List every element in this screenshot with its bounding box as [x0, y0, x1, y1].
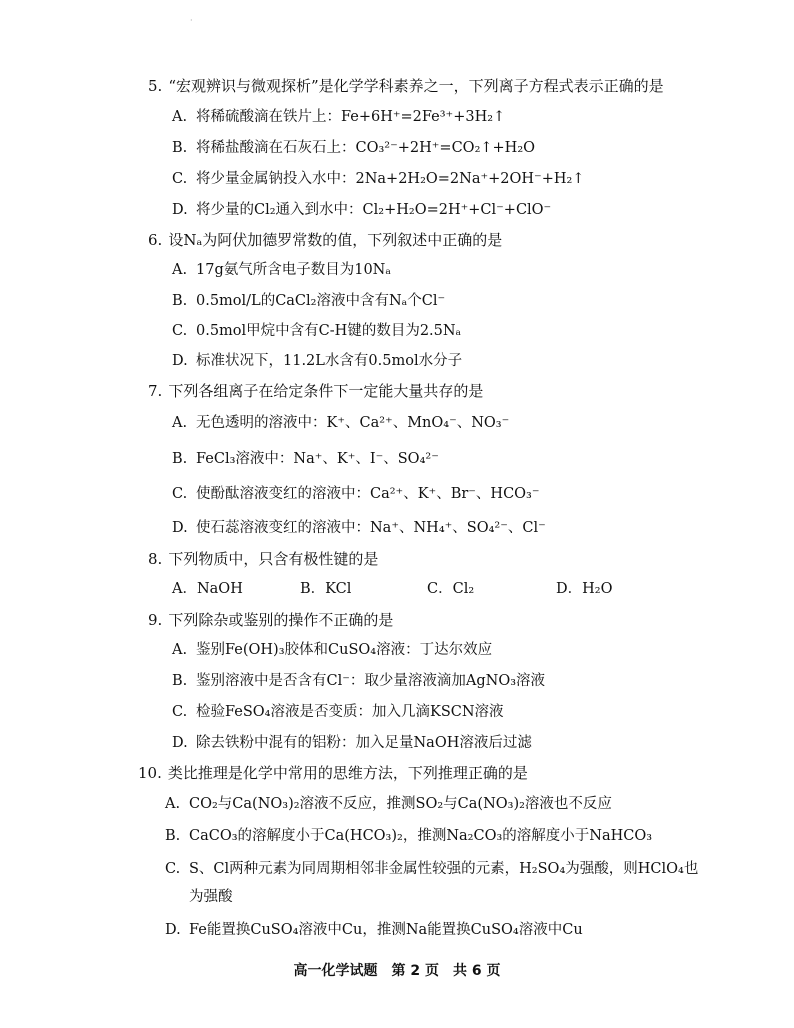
option-text: 使石蕊溶液变红的溶液中：Na⁺、NH₄⁺、SO₄²⁻、Cl⁻ [196, 520, 546, 536]
option-text: 为强酸 [189, 889, 233, 905]
option-text: 鉴别溶液中是否含有Cl⁻：取少量溶液滴加AgNO₃溶液 [196, 673, 546, 689]
question-stem: 下列物质中，只含有极性键的是 [168, 550, 379, 568]
q5-option-c [172, 169, 584, 189]
option-text: Fe能置换CuSO₄溶液中Cu，推测Na能置换CuSO₄溶液中Cu [189, 922, 583, 938]
option-letter: C. [172, 323, 188, 339]
q8-option-a: A．NaOH [172, 581, 243, 597]
q7-option-d [172, 518, 546, 538]
q8-option-c: C．Cl₂ [427, 581, 475, 597]
question-stem: 下列各组离子在给定条件下一定能大量共存的是 [168, 382, 484, 400]
option-letter: C. [172, 704, 188, 720]
q7-option-b [172, 449, 439, 469]
question-stem: 设Nₐ为阿伏加德罗常数的值，下列叙述中正确的是 [168, 231, 503, 249]
page-footer: 高一化学试题 第 2 页 共 6 页 [293, 963, 501, 979]
question-number: 10. [138, 764, 162, 782]
question-10 [138, 763, 528, 783]
option-text: 17g氨气所含电子数目为10Nₐ [196, 262, 391, 278]
q10-option-c-continued [189, 887, 233, 907]
q8-option-b: B．KCl [300, 581, 352, 597]
option-text: 将少量金属钠投入水中：2Na+2H₂O=2Na⁺+2OH⁻+H₂↑ [196, 171, 585, 187]
q5-option-a [172, 107, 505, 127]
option-text: 鉴别Fe(OH)₃胶体和CuSO₄溶液：丁达尔效应 [196, 642, 493, 658]
q10-option-a [165, 794, 612, 814]
option-letter: D. [172, 735, 188, 751]
option-letter: A. [172, 415, 188, 431]
option-text: 使酚酞溶液变红的溶液中：Ca²⁺、K⁺、Br⁻、HCO₃⁻ [196, 486, 540, 502]
option-text: 检验FeSO₄溶液是否变质：加入几滴KSCN溶液 [196, 704, 504, 720]
option-text: FeCl₃溶液中：Na⁺、K⁺、I⁻、SO₄²⁻ [196, 451, 439, 467]
option-letter: C. [165, 861, 181, 877]
option-text: 0.5mol/L的CaCl₂溶液中含有Nₐ个Cl⁻ [196, 293, 446, 309]
option-text: CaCO₃的溶解度小于Ca(HCO₃)₂，推测Na₂CO₃的溶解度小于NaHCO₃ [189, 828, 653, 844]
question-number: 8. [148, 550, 163, 568]
q10-option-c [165, 859, 698, 879]
option-text: 将稀盐酸滴在石灰石上：CO₃²⁻+2H⁺=CO₂↑+H₂O [196, 140, 536, 156]
q5-option-b [172, 138, 535, 158]
q6-option-b [172, 291, 445, 311]
option-letter: D. [172, 202, 188, 218]
option-letter: D. [165, 922, 181, 938]
option-letter: B. [172, 293, 188, 309]
q6-option-c [172, 321, 461, 341]
option-letter: C. [172, 171, 188, 187]
q8-option-d: D．H₂O [556, 581, 613, 597]
question-number: 9. [148, 611, 163, 629]
q7-option-c [172, 484, 540, 504]
option-letter: A. [172, 262, 188, 278]
q9-option-c [172, 702, 504, 722]
option-letter: A. [165, 796, 181, 812]
option-letter: A. [172, 109, 188, 125]
q9-option-a [172, 640, 492, 660]
question-7 [148, 381, 483, 401]
option-text: 将少量的Cl₂通入到水中：Cl₂+H₂O=2H⁺+Cl⁻+ClO⁻ [196, 202, 552, 218]
question-number: 5. [148, 77, 163, 95]
option-letter: B. [172, 140, 188, 156]
option-text: CO₂与Ca(NO₃)₂溶液不反应，推测SO₂与Ca(NO₃)₂溶液也不反应 [189, 796, 612, 812]
option-letter: C. [172, 486, 188, 502]
q5-option-d [172, 200, 551, 220]
scan-speck: · [190, 16, 193, 25]
option-text: 除去铁粉中混有的铝粉：加入足量NaOH溶液后过滤 [196, 735, 532, 751]
option-letter: A. [172, 642, 188, 658]
question-number: 6. [148, 231, 163, 249]
question-9 [148, 610, 393, 630]
question-5 [148, 76, 664, 96]
option-letter: D. [172, 520, 188, 536]
option-text: 标准状况下，11.2L水含有0.5mol水分子 [196, 353, 463, 369]
q7-option-a [172, 413, 509, 433]
option-letter: B. [172, 451, 188, 467]
question-stem: “宏观辨识与微观探析”是化学学科素养之一，下列离子方程式表示正确的是 [168, 77, 664, 95]
option-text: 无色透明的溶液中：K⁺、Ca²⁺、MnO₄⁻、NO₃⁻ [196, 415, 510, 431]
q9-option-d [172, 733, 532, 753]
option-letter: D. [172, 353, 188, 369]
q10-option-d [165, 920, 583, 940]
question-number: 7. [148, 382, 163, 400]
q9-option-b [172, 671, 545, 691]
question-stem: 下列除杂或鉴别的操作不正确的是 [168, 611, 394, 629]
option-letter: B. [172, 673, 188, 689]
option-letter: B. [165, 828, 181, 844]
option-text: 0.5mol甲烷中含有C-H键的数目为2.5Nₐ [196, 323, 462, 339]
q6-option-a [172, 260, 391, 280]
option-text: S、Cl两种元素为同周期相邻非金属性较强的元素，H₂SO₄为强酸，则HClO₄也 [189, 861, 699, 877]
question-stem: 类比推理是化学中常用的思维方法，下列推理正确的是 [167, 764, 528, 782]
option-text: 将稀硫酸滴在铁片上：Fe+6H⁺=2Fe³⁺+3H₂↑ [196, 109, 506, 125]
question-6 [148, 230, 502, 250]
q10-option-b [165, 826, 652, 846]
question-8 [148, 549, 378, 569]
q6-option-d [172, 351, 462, 371]
